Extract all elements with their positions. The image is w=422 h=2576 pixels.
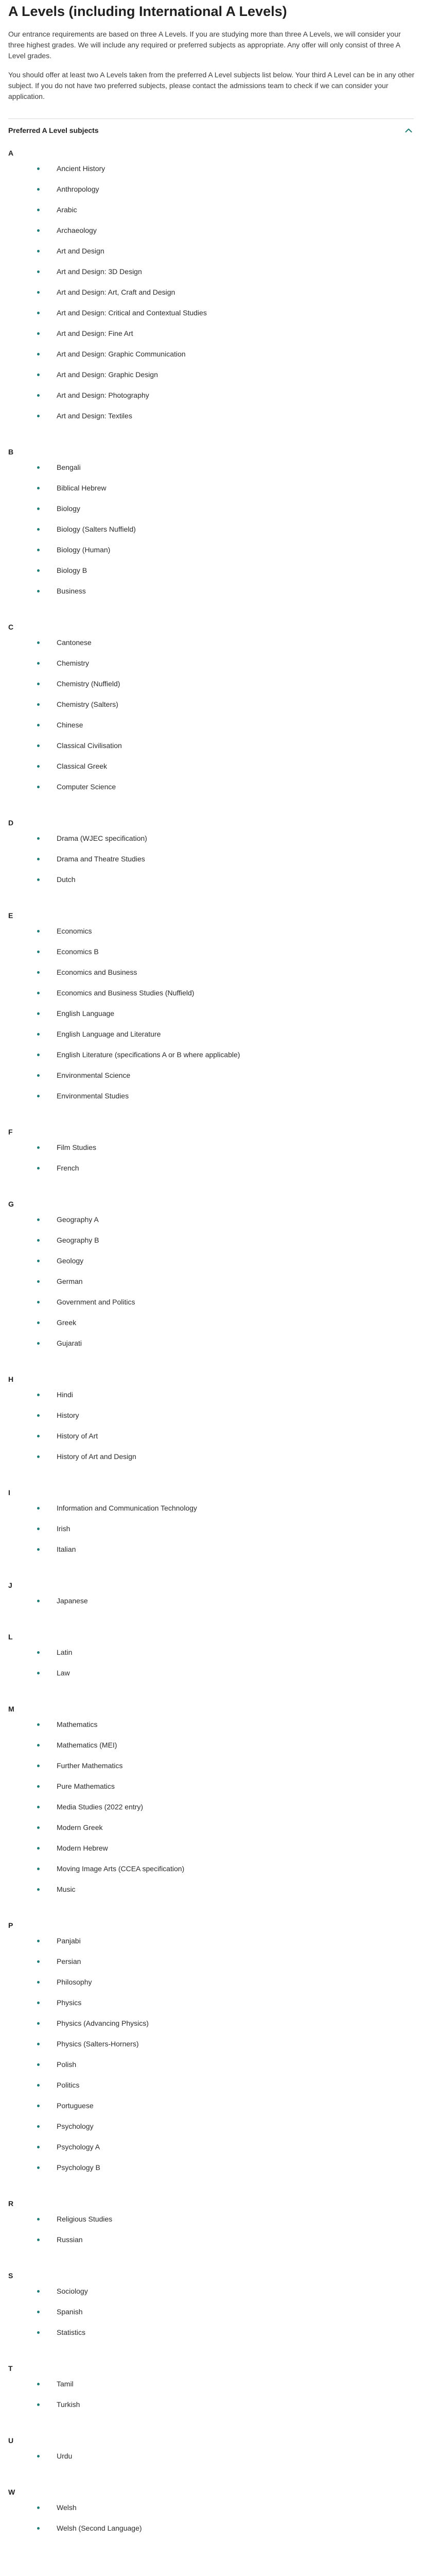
- group-letter: B: [8, 448, 14, 456]
- subject-list-item: Japanese: [8, 1590, 414, 1611]
- group-letter: W: [8, 2488, 15, 2496]
- subject-group-d: [8, 811, 414, 904]
- subject-list-item: English Language: [8, 1003, 414, 1024]
- group-letter: F: [8, 1128, 13, 1136]
- group-letter: T: [8, 2364, 13, 2372]
- subject-groups: [8, 142, 414, 2553]
- subject-list-item: Welsh: [8, 2497, 414, 2518]
- subject-group-a: [8, 142, 414, 440]
- subject-list-item: Panjabi: [8, 1930, 414, 1951]
- subject-list-item: Biology B: [8, 560, 414, 581]
- subject-list-item: Cantonese: [8, 632, 414, 653]
- subject-group-f: [8, 1121, 414, 1193]
- subject-list-item: Persian: [8, 1951, 414, 1972]
- subject-list-item: Art and Design: Fine Art: [8, 323, 414, 344]
- subject-list-item: Archaeology: [8, 220, 414, 241]
- subject-group-c: [8, 616, 414, 811]
- subject-list-item: Biology (Human): [8, 539, 414, 560]
- subject-list-item: Economics and Business: [8, 962, 414, 982]
- subject-group-l: [8, 1625, 414, 1698]
- group-letter: G: [8, 1200, 14, 1208]
- subject-list-item: Physics: [8, 1992, 414, 2013]
- subject-list-item: Economics: [8, 921, 414, 941]
- subject-list-item: Politics: [8, 2075, 414, 2095]
- subject-list-item: Government and Politics: [8, 1292, 414, 1312]
- subject-group-g: [8, 1193, 414, 1368]
- group-letter: H: [8, 1375, 14, 1383]
- subject-list-item: Greek: [8, 1312, 414, 1333]
- subject-list-item: Sociology: [8, 2281, 414, 2301]
- subject-list-item: Environmental Studies: [8, 1086, 414, 1106]
- subject-list-item: English Language and Literature: [8, 1024, 414, 1044]
- subject-group-p: [8, 1914, 414, 2192]
- subject-list-item: Art and Design: [8, 241, 414, 261]
- preferred-subjects-accordion: [8, 119, 414, 2553]
- subject-group-w: [8, 2481, 414, 2553]
- subject-list-item: Moving Image Arts (CCEA specification): [8, 1858, 414, 1879]
- subject-list-item: Art and Design: Textiles: [8, 405, 414, 426]
- subject-list-item: French: [8, 1158, 414, 1178]
- subject-list-item: Modern Greek: [8, 1817, 414, 1838]
- chevron-up-icon[interactable]: [403, 125, 414, 135]
- subject-list-item: Art and Design: Graphic Communication: [8, 344, 414, 364]
- subject-list-item: Mathematics: [8, 1714, 414, 1735]
- subject-list: [8, 457, 414, 616]
- subject-group-i: [8, 1481, 414, 1574]
- subject-list: [8, 2374, 414, 2429]
- subject-list-item: Chemistry (Nuffield): [8, 673, 414, 694]
- group-letter: I: [8, 1488, 10, 1497]
- subject-group-j: [8, 1574, 414, 1625]
- subject-list-item: Italian: [8, 1539, 414, 1560]
- subject-list: [8, 2497, 414, 2553]
- subject-list: [8, 158, 414, 440]
- subject-list-item: Turkish: [8, 2394, 414, 2415]
- subject-group-m: [8, 1698, 414, 1914]
- subject-list-item: Mathematics (MEI): [8, 1735, 414, 1755]
- subject-list-item: Chinese: [8, 715, 414, 735]
- subject-list: [8, 1209, 414, 1368]
- subject-list-item: Film Studies: [8, 1137, 414, 1158]
- group-letter: S: [8, 2272, 13, 2280]
- subject-list-item: Environmental Science: [8, 1065, 414, 1086]
- subject-list-item: Philosophy: [8, 1972, 414, 1992]
- subject-list-item: Tamil: [8, 2374, 414, 2394]
- subject-list-item: Classical Civilisation: [8, 735, 414, 756]
- subject-list-item: Media Studies (2022 entry): [8, 1797, 414, 1817]
- subject-list-item: Anthropology: [8, 179, 414, 199]
- subject-list: [8, 828, 414, 904]
- subject-list-item: Gujarati: [8, 1333, 414, 1353]
- group-letter: D: [8, 819, 14, 827]
- accordion-title: Preferred A Level subjects: [8, 126, 99, 134]
- subject-list-item: Religious Studies: [8, 2209, 414, 2229]
- subject-list-item: Biblical Hebrew: [8, 478, 414, 498]
- subject-list: [8, 1714, 414, 1914]
- subject-list-item: Art and Design: Critical and Contextual Studies: [8, 302, 414, 323]
- subject-list-item: Classical Greek: [8, 756, 414, 776]
- subject-list-item: History of Art: [8, 1426, 414, 1446]
- subject-list-item: Urdu: [8, 2446, 414, 2466]
- group-letter: A: [8, 149, 14, 157]
- subject-list-item: Art and Design: Art, Craft and Design: [8, 282, 414, 302]
- subject-list-item: Art and Design: Graphic Design: [8, 364, 414, 385]
- subject-list-item: Pure Mathematics: [8, 1776, 414, 1797]
- accordion-header[interactable]: [8, 119, 414, 142]
- subject-list-item: Psychology A: [8, 2137, 414, 2157]
- subject-list-item: Information and Communication Technology: [8, 1498, 414, 1518]
- subject-list-item: Geography B: [8, 1230, 414, 1250]
- group-letter: L: [8, 1633, 13, 1641]
- subject-list-item: Computer Science: [8, 776, 414, 797]
- subject-list-item: Biology (Salters Nuffield): [8, 519, 414, 539]
- subject-list-item: German: [8, 1271, 414, 1292]
- subject-list-item: Physics (Salters-Horners): [8, 2033, 414, 2054]
- subject-list-item: Russian: [8, 2229, 414, 2250]
- subject-list-item: Latin: [8, 1642, 414, 1663]
- group-letter: U: [8, 2436, 14, 2445]
- subject-list-item: Arabic: [8, 199, 414, 220]
- subject-list-item: History: [8, 1405, 414, 1426]
- group-letter: E: [8, 911, 13, 920]
- subject-list-item: Economics B: [8, 941, 414, 962]
- subject-list-item: Polish: [8, 2054, 414, 2075]
- subject-list-item: Statistics: [8, 2322, 414, 2343]
- subject-list-item: Art and Design: 3D Design: [8, 261, 414, 282]
- subject-list-item: Chemistry (Salters): [8, 694, 414, 715]
- subject-group-h: [8, 1368, 414, 1481]
- subject-group-r: [8, 2192, 414, 2264]
- subject-list: [8, 1498, 414, 1574]
- subject-list: [8, 632, 414, 811]
- subject-list-item: Chemistry: [8, 653, 414, 673]
- group-letter: J: [8, 1581, 12, 1589]
- subject-list: [8, 2446, 414, 2481]
- group-letter: P: [8, 1921, 13, 1929]
- group-letter: R: [8, 2199, 14, 2208]
- subject-list: [8, 1930, 414, 2192]
- subject-group-e: [8, 904, 414, 1121]
- subject-list-item: Business: [8, 581, 414, 601]
- subject-list: [8, 1642, 414, 1698]
- subject-list: [8, 1137, 414, 1193]
- subject-list-item: Spanish: [8, 2301, 414, 2322]
- subject-list-item: Portuguese: [8, 2095, 414, 2116]
- group-letter: C: [8, 623, 14, 631]
- subject-list-item: Geology: [8, 1250, 414, 1271]
- subject-list-item: Welsh (Second Language): [8, 2518, 414, 2538]
- subject-list-item: Modern Hebrew: [8, 1838, 414, 1858]
- subject-list-item: Drama and Theatre Studies: [8, 849, 414, 869]
- subject-list-item: Psychology: [8, 2116, 414, 2137]
- subject-list: [8, 1384, 414, 1481]
- intro-text: [8, 29, 414, 102]
- subject-list-item: Biology: [8, 498, 414, 519]
- intro-paragraph: Our entrance requirements are based on three A Levels. If you are studying more than three A Levels, we will consider your three highest grades. We will include any required or preferred subjects as appropriate. Any offer will only consist of three A Level grades.: [8, 30, 401, 60]
- subject-group-u: [8, 2429, 414, 2481]
- subject-list-item: Bengali: [8, 457, 414, 478]
- subject-list-item: Geography A: [8, 1209, 414, 1230]
- page-title: A Levels (including International A Levels): [8, 4, 287, 19]
- subject-list-item: Psychology B: [8, 2157, 414, 2178]
- subject-list-item: Further Mathematics: [8, 1755, 414, 1776]
- subject-list-item: Law: [8, 1663, 414, 1683]
- subject-list-item: Physics (Advancing Physics): [8, 2013, 414, 2033]
- subject-list-item: Art and Design: Photography: [8, 385, 414, 405]
- subject-list-item: Drama (WJEC specification): [8, 828, 414, 849]
- subject-group-b: [8, 440, 414, 616]
- intro-paragraph: You should offer at least two A Levels taken from the preferred A Level subjects list below. Your third A Level can be in any other subject. If you do not have two preferred subjects, please contact the admissions team to check if we can consider your application.: [8, 71, 415, 100]
- group-letter: M: [8, 1705, 14, 1713]
- subject-group-s: [8, 2264, 414, 2357]
- subject-list-item: Dutch: [8, 869, 414, 890]
- subject-list: [8, 2209, 414, 2264]
- subject-list-item: Irish: [8, 1518, 414, 1539]
- subject-list-item: History of Art and Design: [8, 1446, 414, 1467]
- subject-list-item: Music: [8, 1879, 414, 1900]
- subject-group-t: [8, 2357, 414, 2429]
- subject-list: [8, 921, 414, 1121]
- subject-list-item: English Literature (specifications A or B where applicable): [8, 1044, 414, 1065]
- subject-list-item: Economics and Business Studies (Nuffield): [8, 982, 414, 1003]
- subject-list: [8, 2281, 414, 2357]
- subject-list: [8, 1590, 414, 1625]
- subject-list-item: Ancient History: [8, 158, 414, 179]
- subject-list-item: Hindi: [8, 1384, 414, 1405]
